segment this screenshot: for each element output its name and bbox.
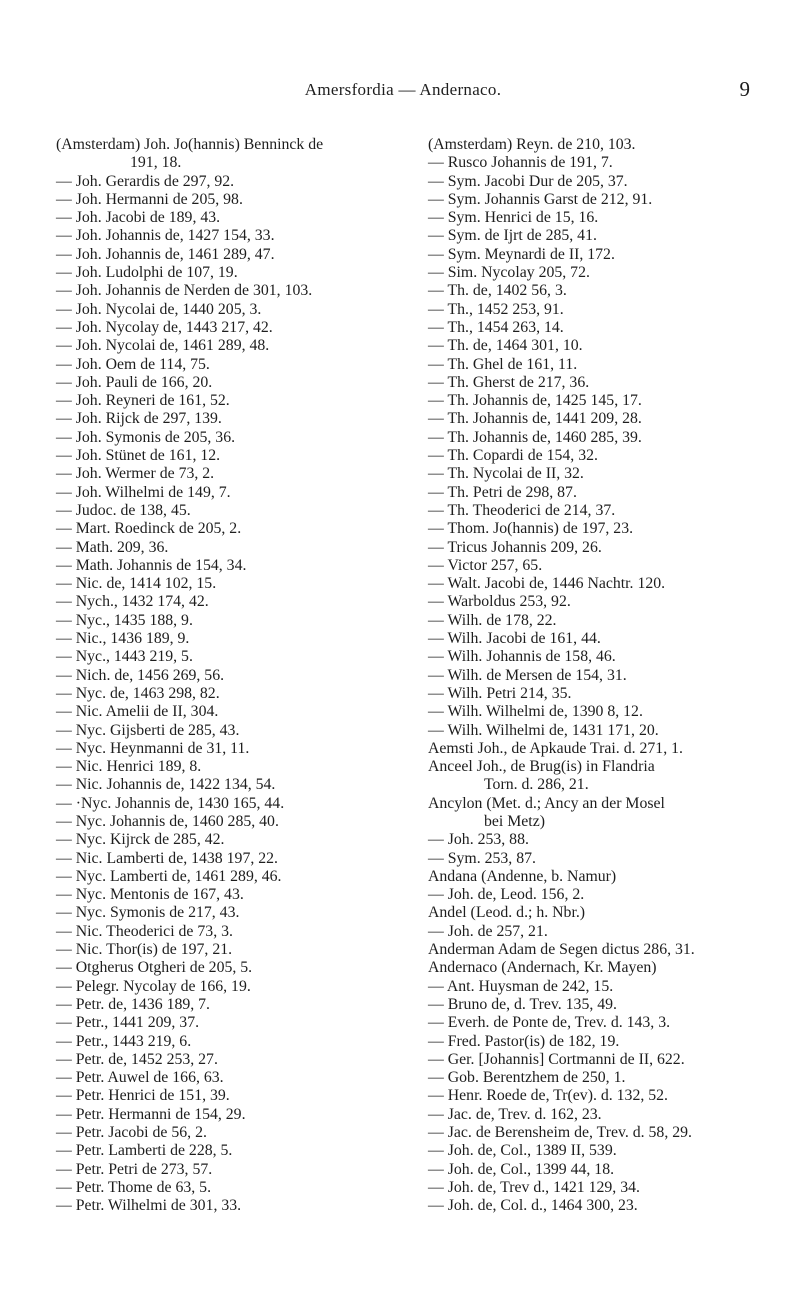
index-entry: — Sym. Jacobi Dur de 205, 37. <box>428 172 628 190</box>
index-entry: — Joh. Rijck de 297, 139. <box>56 410 222 428</box>
index-entry: — Joh. Hermanni de 205, 98. <box>56 190 243 208</box>
index-entry: — Th. Johannis de, 1425 145, 17. <box>428 392 642 410</box>
index-entry: — Petr. Petri de 273, 57. <box>56 1160 213 1178</box>
index-entry: — ·Nyc. Johannis de, 1430 165, 44. <box>56 794 285 812</box>
index-entry: — Th. Johannis de, 1460 285, 39. <box>428 428 642 446</box>
index-entry: — Henr. Roede de, Tr(ev). d. 132, 52. <box>428 1087 668 1105</box>
index-entry: — Joh. 253, 88. <box>428 831 529 849</box>
index-entry: — Joh. de, Leod. 156, 2. <box>428 886 585 904</box>
index-entry: — Bruno de, d. Trev. 135, 49. <box>428 995 617 1013</box>
index-column-right <box>428 136 758 1216</box>
index-entry: — Joh. Gerardis de 297, 92. <box>56 172 235 190</box>
index-entry: — Joh. de, Col., 1389 II, 539. <box>428 1142 617 1160</box>
index-entry: — Th. Nycolai de II, 32. <box>428 465 584 483</box>
index-entry: — Joh. Johannis de, 1427 154, 33. <box>56 227 275 245</box>
index-entry: — Th. de, 1402 56, 3. <box>428 282 567 300</box>
index-entry: — Sym. 253, 87. <box>428 849 536 867</box>
index-entry: — Petr., 1443 219, 6. <box>56 1032 192 1050</box>
index-entry: — Pelegr. Nycolay de 166, 19. <box>56 977 251 995</box>
index-entry: — Petr. Jacobi de 56, 2. <box>56 1124 207 1142</box>
index-entry: — Joh. Nycolay de, 1443 217, 42. <box>56 318 273 336</box>
index-entry: — Nyc. Lamberti de, 1461 289, 46. <box>56 867 282 885</box>
index-entry: — Petr. de, 1436 189, 7. <box>56 995 211 1013</box>
page-header <box>56 77 750 106</box>
index-entry: — Joh. Pauli de 166, 20. <box>56 373 213 391</box>
index-entry: — Math. 209, 36. <box>56 538 169 556</box>
index-entry: Anderman Adam de Segen dictus 286, 31. <box>428 941 695 959</box>
index-entry: — Th. Ghel de 161, 11. <box>428 355 578 373</box>
index-entry: — Nyc. Mentonis de 167, 43. <box>56 886 244 904</box>
index-entry: — Joh. de 257, 21. <box>428 922 548 940</box>
index-entry: — Joh. Oem de 114, 75. <box>56 355 210 373</box>
index-entry: — Sym. de Ijrt de 285, 41. <box>428 227 597 245</box>
index-entry: Torn. d. 286, 21. <box>484 776 589 794</box>
index-entry: — Petr. Henrici de 151, 39. <box>56 1087 230 1105</box>
index-entry: — Joh. Wilhelmi de 149, 7. <box>56 483 231 501</box>
index-entry: — Nyc. Heynmanni de 31, 11. <box>56 739 250 757</box>
index-entry: — Wilh. Wilhelmi de, 1431 171, 20. <box>428 721 659 739</box>
index-entry: — Sim. Nycolay 205, 72. <box>428 264 590 282</box>
index-entry: — Wilh. Jacobi de 161, 44. <box>428 630 601 648</box>
index-entry: — Walt. Jacobi de, 1446 Nachtr. 120. <box>428 575 666 593</box>
index-entry: — Petr. de, 1452 253, 27. <box>56 1050 218 1068</box>
index-entry: — Nyc. Gijsberti de 285, 43. <box>56 721 240 739</box>
index-entry: — Thom. Jo(hannis) de 197, 23. <box>428 520 634 538</box>
index-entry: — Jac. de, Trev. d. 162, 23. <box>428 1105 602 1123</box>
index-entry: — Joh. Ludolphi de 107, 19. <box>56 264 238 282</box>
index-entry: — Nic. Thor(is) de 197, 21. <box>56 941 233 959</box>
index-entry: 191, 18. <box>130 154 182 172</box>
index-entry: — Joh. Reyneri de 161, 52. <box>56 392 230 410</box>
index-entry: — Nic. Theoderici de 73, 3. <box>56 922 233 940</box>
index-entry: — Wilh. de 178, 22. <box>428 611 557 629</box>
index-entry: — Nich. de, 1456 269, 56. <box>56 666 225 684</box>
index-entry: — Nyc. de, 1463 298, 82. <box>56 684 220 702</box>
index-entry: — Wilh. de Mersen de 154, 31. <box>428 666 627 684</box>
page-number: 9 <box>739 77 750 101</box>
index-entry: — Joh. de, Col. d., 1464 300, 23. <box>428 1197 638 1215</box>
index-entry: — Joh. Symonis de 205, 36. <box>56 428 236 446</box>
index-entry: — Nyc. Kijrck de 285, 42. <box>56 831 225 849</box>
index-entry: — Nych., 1432 174, 42. <box>56 593 209 611</box>
index-entry: — Joh. Stünet de 161, 12. <box>56 447 221 465</box>
index-entry: — Nic. de, 1414 102, 15. <box>56 575 217 593</box>
index-entry: — Joh. Wermer de 73, 2. <box>56 465 215 483</box>
index-entry: — Fred. Pastor(is) de 182, 19. <box>428 1032 620 1050</box>
index-entry: — Th., 1452 253, 91. <box>428 300 564 318</box>
index-entry: — Nic. Lamberti de, 1438 197, 22. <box>56 849 278 867</box>
index-entry: — Petr. Auwel de 166, 63. <box>56 1069 224 1087</box>
index-entry: — Otgherus Otgheri de 205, 5. <box>56 959 253 977</box>
index-entry: — Nic. Johannis de, 1422 134, 54. <box>56 776 276 794</box>
index-entry: — Warboldus 253, 92. <box>428 593 571 611</box>
index-entry: Aemsti Joh., de Apkaude Trai. d. 271, 1. <box>428 739 683 757</box>
index-entry: Andel (Leod. d.; h. Nbr.) <box>428 904 586 922</box>
index-entry: — Victor 257, 65. <box>428 556 543 574</box>
index-entry: — Jac. de Berensheim de, Trev. d. 58, 29. <box>428 1124 692 1142</box>
index-entry: — Wilh. Johannis de 158, 46. <box>428 648 616 666</box>
index-entry: — Sym. Meynardi de II, 172. <box>428 245 615 263</box>
index-entry: — Joh. Jacobi de 189, 43. <box>56 209 221 227</box>
index-entry: Ancylon (Met. d.; Ancy an der Mosel <box>428 794 665 812</box>
index-entry: — Gob. Berentzhem de 250, 1. <box>428 1069 626 1087</box>
index-entry: — Th. Johannis de, 1441 209, 28. <box>428 410 642 428</box>
index-entry: bei Metz) <box>484 812 545 830</box>
index-entry: — Petr. Wilhelmi de 301, 33. <box>56 1197 242 1215</box>
index-entry: — Petr., 1441 209, 37. <box>56 1014 200 1032</box>
index-entry: — Math. Johannis de 154, 34. <box>56 556 247 574</box>
index-entry: — Th. Petri de 298, 87. <box>428 483 577 501</box>
index-entry: — Nyc., 1443 219, 5. <box>56 648 193 666</box>
index-entry: — Sym. Johannis Garst de 212, 91. <box>428 190 653 208</box>
index-entry: — Nic. Amelii de II, 304. <box>56 703 219 721</box>
index-column-left <box>56 136 408 1216</box>
index-entry: — Judoc. de 138, 45. <box>56 501 191 519</box>
index-entry: — Nyc. Johannis de, 1460 285, 40. <box>56 812 279 830</box>
index-entry: — Petr. Lamberti de 228, 5. <box>56 1142 233 1160</box>
index-entry: — Joh. de, Col., 1399 44, 18. <box>428 1160 615 1178</box>
index-entry: — Ger. [Johannis] Cortmanni de II, 622. <box>428 1050 685 1068</box>
index-entry: (Amsterdam) Reyn. de 210, 103. <box>428 136 636 153</box>
index-entry: — Petr. Hermanni de 154, 29. <box>56 1105 246 1123</box>
index-entry: — Sym. Henrici de 15, 16. <box>428 209 599 227</box>
index-entry: Anceel Joh., de Brug(is) in Flandria <box>428 758 655 776</box>
index-entry: — Joh. Nycolai de, 1461 289, 48. <box>56 337 270 355</box>
index-entry: — Mart. Roedinck de 205, 2. <box>56 520 242 538</box>
index-entry: — Joh. de, Trev d., 1421 129, 34. <box>428 1178 640 1196</box>
index-entry: — Th. Gherst de 217, 36. <box>428 373 590 391</box>
index-entry: — Everh. de Ponte de, Trev. d. 143, 3. <box>428 1014 671 1032</box>
index-entry: — Joh. Johannis de, 1461 289, 47. <box>56 245 275 263</box>
index-entry: Andana (Andenne, b. Namur) <box>428 867 617 885</box>
index-entry: — Nic. Henrici 189, 8. <box>56 758 202 776</box>
index-entry: — Nyc. Symonis de 217, 43. <box>56 904 240 922</box>
running-head: Amersfordia — Andernaco. <box>304 80 502 99</box>
index-entry: — Nyc., 1435 188, 9. <box>56 611 193 629</box>
index-entry: — Th., 1454 263, 14. <box>428 318 564 336</box>
index-entry: Andernaco (Andernach, Kr. Mayen) <box>428 959 657 977</box>
index-entry: — Joh. Johannis de Nerden de 301, 103. <box>56 282 313 300</box>
index-entry: — Wilh. Wilhelmi de, 1390 8, 12. <box>428 703 643 721</box>
index-entry: — Th. de, 1464 301, 10. <box>428 337 583 355</box>
index-entry: — Petr. Thome de 63, 5. <box>56 1178 212 1196</box>
index-entry: — Nic., 1436 189, 9. <box>56 630 190 648</box>
index-entry: — Tricus Johannis 209, 26. <box>428 538 602 556</box>
index-entry: — Wilh. Petri 214, 35. <box>428 684 572 702</box>
index-entry: — Th. Copardi de 154, 32. <box>428 447 598 465</box>
index-entry: — Joh. Nycolai de, 1440 205, 3. <box>56 300 262 318</box>
index-entry: — Rusco Johannis de 191, 7. <box>428 154 613 172</box>
index-entry: (Amsterdam) Joh. Jo(hannis) Benninck de <box>56 136 324 153</box>
index-entry: — Ant. Huysman de 242, 15. <box>428 977 614 995</box>
index-entry: — Th. Theoderici de 214, 37. <box>428 501 616 519</box>
